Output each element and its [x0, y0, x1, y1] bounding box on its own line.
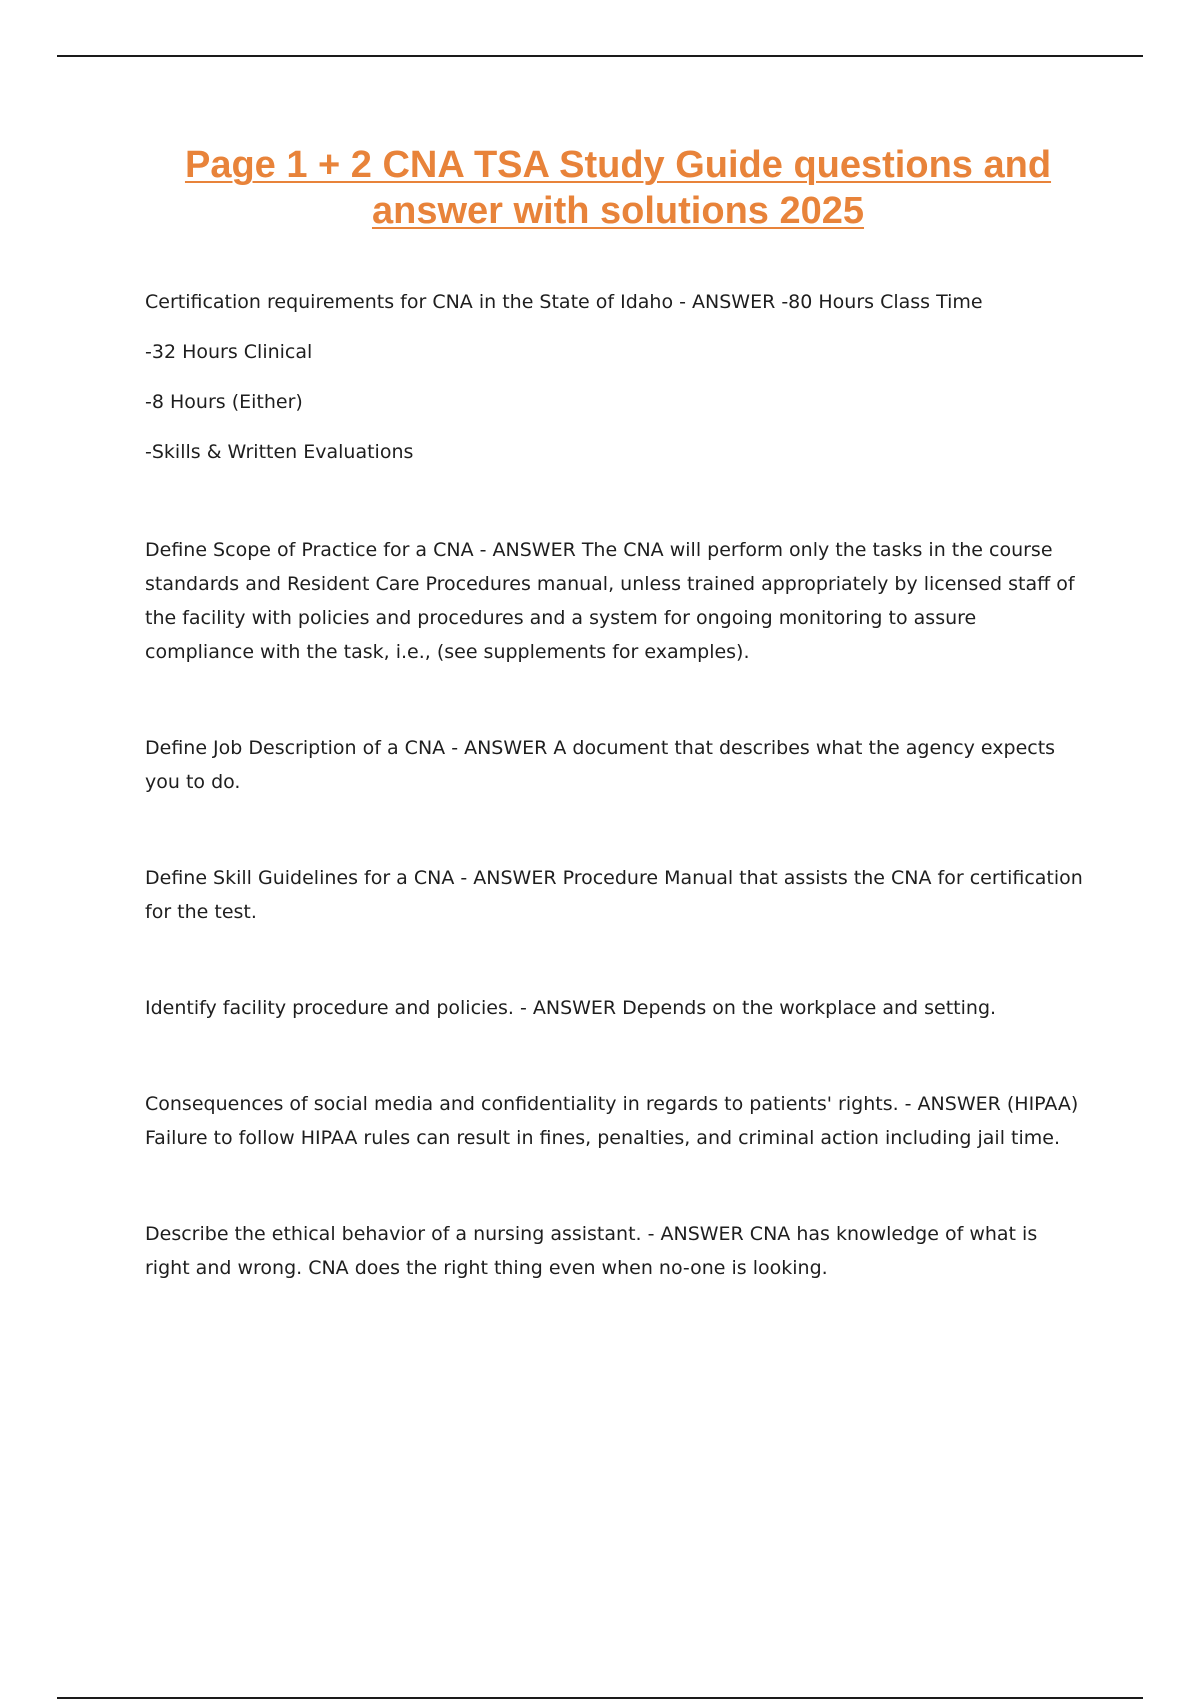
qa-ethical-behavior: Describe the ethical behavior of a nursing assistant. - ANSWER CNA has knowledge of what is right and wrong. CNA does the right thing even when no-one is looking.	[145, 1223, 1038, 1279]
qa-skill-guidelines: Define Skill Guidelines for a CNA - ANSWER Procedure Manual that assists the CNA for certification for the test.	[145, 867, 1083, 923]
qa-job-description: Define Job Description of a CNA - ANSWER A document that describes what the agency expects you to do.	[145, 737, 1056, 793]
qa-scope-of-practice: Define Scope of Practice for a CNA - ANSWER The CNA will perform only the tasks in the course standards and Resident Care Procedures manual, unless trained appropriately by licensed staff of the facility with policies and procedures and a system for ongoing monitoring to assure compliance with the task, i.e., (see supplements for examples).	[145, 539, 1075, 663]
document-body	[145, 285, 1085, 1285]
qa-facility-procedures: Identify facility procedure and policies. - ANSWER Depends on the workplace and setting.	[145, 997, 997, 1019]
requirement-item: -32 Hours Clinical	[145, 341, 313, 363]
qa-social-media-confidentiality: Consequences of social media and confidentiality in regards to patients' rights. - ANSWER (HIPAA) Failure to follow HIPAA rules can result in fines, penalties, and criminal action including jail time.	[145, 1093, 1079, 1149]
requirement-item: -8 Hours (Either)	[145, 391, 303, 413]
bottom-rule	[57, 1697, 1143, 1699]
page-title: Page 1 + 2 CNA TSA Study Guide questions and answer with solutions 2025	[184, 144, 1052, 232]
requirement-item: -Skills & Written Evaluations	[145, 441, 414, 463]
qa-certification-requirements: Certification requirements for CNA in the State of Idaho - ANSWER -80 Hours Class Time	[145, 291, 983, 313]
top-rule	[57, 55, 1143, 57]
